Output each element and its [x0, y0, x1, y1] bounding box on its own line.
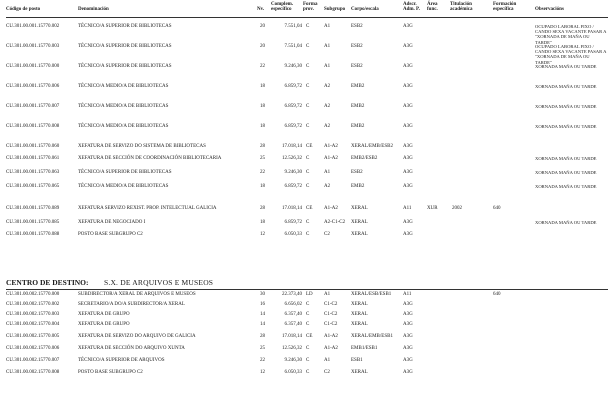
cell-adscricion: A3G [403, 124, 413, 129]
cell-corpo: EMB2 [351, 104, 365, 109]
cell-nivel: 18 [260, 84, 265, 89]
cell-forma: C [306, 24, 310, 29]
cell-complemento: 6.859,72 [284, 220, 302, 225]
cell-denominacion: SECRETARIO/A DO/A SUBDIRECTOR/A XERAL [78, 302, 185, 307]
cell-nivel: 28 [260, 206, 265, 211]
header-formacion-1: Formación [493, 2, 517, 7]
cell-subgrupo: C1-C2 [324, 302, 338, 307]
cell-observacions: OCUPADO LABORAL FIXO / CANDO SEXA VACANTE PASAR A "XORNADA DE MAÑA OU TARDE" [535, 24, 607, 45]
cell-adscricion: A3G [403, 44, 413, 49]
cell-subgrupo: C1-C2 [324, 312, 338, 317]
cell-denominacion: TÉCNICO/A MEDIO/A DE BIBLIOTECAS [78, 184, 169, 189]
cell-complemento: 12.526,32 [282, 156, 302, 161]
header-area-1: Área [427, 2, 438, 7]
cell-codigo: CU.301.00.002.15770.004 [6, 322, 60, 327]
cell-complemento: 6.357,40 [284, 322, 302, 327]
cell-codigo: CU.301.00.002.15770.007 [6, 358, 60, 363]
cell-nivel: 22 [260, 170, 265, 175]
cell-denominacion: TÉCNICO/A SUPERIOR DE BIBLIOTECAS [78, 170, 172, 175]
cell-corpo: EMB1/ESB1 [351, 346, 378, 351]
header-complemento-1: Complem. [271, 2, 294, 7]
cell-complemento: 22.373,40 [282, 292, 302, 297]
header-adscricion [403, 2, 420, 13]
cell-formacion: 640 [493, 292, 501, 297]
cell-complemento: 12.526,32 [282, 346, 302, 351]
cell-corpo: XERAL [351, 302, 368, 307]
header-codigo: Código de posto [6, 7, 41, 12]
header-nivel: Nv. [257, 7, 265, 12]
cell-denominacion: TÉCNICO/A MEDIO/A DE BIBLIOTECAS [78, 84, 169, 89]
cell-adscricion: A3G [403, 322, 413, 327]
header-area [427, 2, 438, 13]
centro-destino-rule [6, 289, 608, 290]
cell-forma: C [306, 44, 310, 49]
cell-adscricion: A3G [403, 104, 413, 109]
cell-subgrupo: C2 [324, 232, 330, 237]
cell-observacions: XORNADA MAÑA OU TARDE [535, 156, 597, 161]
cell-corpo: XERAL [351, 322, 368, 327]
cell-adscricion: A11 [403, 206, 412, 211]
cell-formacion: 640 [493, 206, 501, 211]
cell-observacions: XORNADA MAÑA OU TARDE [535, 170, 597, 175]
cell-complemento: 17.018,14 [282, 334, 302, 339]
cell-corpo: ESB2 [351, 170, 363, 175]
cell-adscricion: A3G [403, 170, 413, 175]
cell-subgrupo: A1-A2 [324, 206, 338, 211]
cell-observacions: XORNADA MAÑA OU TARDE [535, 84, 597, 89]
header-area-2: func. [427, 7, 438, 13]
cell-codigo: CU.301.00.001.15770.002 [6, 24, 60, 29]
header-formacion [493, 2, 516, 13]
cell-adscricion: A11 [403, 292, 412, 297]
cell-corpo: XERAL [351, 370, 368, 375]
cell-forma: C [306, 346, 310, 351]
cell-nivel: 16 [260, 302, 265, 307]
cell-codigo: CU.301.00.002.15770.003 [6, 312, 60, 317]
cell-complemento: 6.050,33 [284, 370, 302, 375]
cell-subgrupo: A1 [324, 64, 331, 69]
cell-subgrupo: A2 [324, 184, 331, 189]
cell-subgrupo: A1-A2 [324, 144, 338, 149]
header-adscricion-1: Adscr. [403, 2, 417, 7]
cell-corpo: XERAL [351, 312, 368, 317]
cell-adscricion: A3G [403, 184, 413, 189]
cell-adscricion: A3G [403, 84, 413, 89]
cell-nivel: 12 [260, 370, 265, 375]
cell-complemento: 9.246,30 [284, 64, 302, 69]
cell-adscricion: A3G [403, 144, 413, 149]
cell-complemento: 7.551,04 [284, 44, 302, 49]
cell-codigo: CU.301.00.002.15770.006 [6, 346, 60, 351]
cell-corpo: XERAL/EMB/ESB2 [351, 144, 393, 149]
centro-destino-heading [0, 278, 615, 288]
cell-denominacion: XEFATURA SERVIZO REXIST. PROP. INTELECTUAL GALICIA [78, 206, 217, 211]
cell-corpo: EMB2/ESB2 [351, 156, 378, 161]
cell-codigo: CU.301.00.002.15770.005 [6, 334, 60, 339]
cell-nivel: 22 [260, 358, 265, 363]
cell-forma: C [306, 370, 310, 375]
cell-forma: C [306, 302, 310, 307]
cell-corpo: XERAL [351, 232, 368, 237]
cell-forma: LD [306, 292, 313, 297]
cell-subgrupo: A1 [324, 170, 331, 175]
cell-forma: CE [306, 334, 313, 339]
header-titulacion-2: académica [450, 7, 473, 13]
cell-corpo: ESB1 [351, 358, 363, 363]
cell-nivel: 30 [260, 292, 265, 297]
cell-denominacion: POSTO BASE SUBGRUPO C2 [78, 232, 143, 237]
cell-denominacion: TÉCNICO/A MEDIO/A DE BIBLIOTECAS [78, 124, 169, 129]
centro-destino-name: S.X. DE ARQUIVOS E MUSEOS [104, 278, 214, 287]
cell-corpo: XERAL/EMB/ESB1 [351, 334, 393, 339]
cell-adscricion: A3G [403, 64, 413, 69]
cell-nivel: 25 [260, 346, 265, 351]
cell-subgrupo: A1 [324, 44, 331, 49]
cell-codigo: CU.301.00.001.15770.063 [6, 170, 60, 175]
cell-codigo: CU.301.00.002.15770.000 [6, 292, 60, 297]
cell-complemento: 6.859,72 [284, 84, 302, 89]
cell-denominacion: TÉCNICO/A SUPERIOR DE BIBLIOTECAS [78, 44, 172, 49]
cell-denominacion: SUBDIRECTOR/A XERAL DE ARQUIVOS E MUSEOS [78, 292, 196, 297]
cell-complemento: 6.656,02 [284, 302, 302, 307]
header-rule [6, 17, 608, 18]
cell-codigo: CU.301.00.001.15770.085 [6, 220, 60, 225]
cell-forma: CE [306, 206, 313, 211]
header-subgrupo: Subgrupo [324, 7, 346, 12]
cell-nivel: 25 [260, 156, 265, 161]
cell-codigo: CU.301.00.001.15770.065 [6, 184, 60, 189]
header-complemento [271, 2, 293, 13]
cell-adscricion: A3G [403, 312, 413, 317]
cell-denominacion: XEFATURA DE SECCIÓN DO ARQUIVO XUNTA [78, 346, 185, 351]
cell-subgrupo: A1-A2 [324, 346, 338, 351]
cell-nivel: 28 [260, 144, 265, 149]
cell-complemento: 6.859,72 [284, 104, 302, 109]
header-forma-2: prov. [303, 7, 314, 13]
cell-adscricion: A3G [403, 24, 413, 29]
header-formacion-2: específica [493, 7, 514, 13]
cell-denominacion: TÉCNICO/A MEDIO/A DE BIBLIOTECAS [78, 104, 169, 109]
cell-nivel: 18 [260, 104, 265, 109]
cell-complemento: 17.018,14 [282, 206, 302, 211]
cell-denominacion: XEFATURA DE GRUPO [78, 312, 130, 317]
cell-titulacion: 2002 [452, 206, 462, 211]
cell-observacions: XORNADA MAÑA OU TARDE [535, 64, 597, 69]
cell-adscricion: A3G [403, 370, 413, 375]
header-titulacion [450, 2, 473, 13]
cell-observacions: OCUPADO LABORAL FIXO / CANDO SEXA VACANTE PASAR A "XORNADA DE MAÑA OU TARDE" [535, 44, 607, 65]
cell-forma: C [306, 156, 310, 161]
cell-denominacion: XEFATURA DE SERVIZO DO ARQUIVO DE GALICIA [78, 334, 196, 339]
cell-nivel: 20 [260, 24, 265, 29]
header-forma [303, 2, 317, 13]
cell-complemento: 6.859,72 [284, 124, 302, 129]
header-observacions: Observacións [535, 7, 564, 12]
cell-denominacion: TÉCNICO/A SUPERIOR DE ARQUIVOS [78, 358, 165, 363]
cell-forma: C [306, 312, 310, 317]
cell-complemento: 9.246,30 [284, 358, 302, 363]
header-titulacion-1: Titulación [450, 2, 472, 7]
cell-codigo: CU.301.00.001.15770.088 [6, 232, 60, 237]
cell-corpo: XERAL [351, 206, 368, 211]
cell-observacions: XORNADA MAÑA OU TARDE [535, 220, 597, 225]
cell-adscricion: A3G [403, 334, 413, 339]
cell-codigo: CU.301.00.001.15770.006 [6, 84, 60, 89]
cell-codigo: CU.301.00.001.15770.089 [6, 206, 60, 211]
cell-corpo: XERAL [351, 220, 368, 225]
cell-complemento: 17.018,14 [282, 144, 302, 149]
cell-nivel: 18 [260, 184, 265, 189]
cell-nivel: 18 [260, 220, 265, 225]
cell-nivel: 12 [260, 232, 265, 237]
cell-codigo: CU.301.00.001.15770.007 [6, 104, 60, 109]
cell-forma: C [306, 124, 310, 129]
cell-forma: C [306, 358, 310, 363]
cell-corpo: EMB2 [351, 124, 365, 129]
cell-codigo: CU.301.00.001.15770.008 [6, 124, 60, 129]
cell-subgrupo: C1-C2 [324, 322, 338, 327]
header-forma-1: Forma [303, 2, 318, 7]
cell-forma: CE [306, 144, 313, 149]
cell-denominacion: TÉCNICO/A SUPERIOR DE BIBLIOTECAS [78, 24, 172, 29]
cell-subgrupo: A2-C1-C2 [324, 220, 346, 225]
cell-subgrupo: A1 [324, 24, 331, 29]
cell-denominacion: XEFATURA DE SERVIZO DO SISTEMA DE BIBLIOTECAS [78, 144, 206, 149]
cell-forma: C [306, 84, 310, 89]
cell-complemento: 9.246,30 [284, 170, 302, 175]
cell-adscricion: A3G [403, 220, 413, 225]
cell-corpo: ESB2 [351, 44, 363, 49]
cell-corpo: ESB2 [351, 64, 363, 69]
cell-denominacion: XEFATURA DE SECCIÓN DE COORDINACIÓN BIBLIOTECARIA [78, 156, 222, 161]
cell-forma: C [306, 64, 310, 69]
cell-nivel: 14 [260, 322, 265, 327]
cell-forma: C [306, 104, 310, 109]
cell-forma: C [306, 232, 310, 237]
cell-area: XUR [427, 206, 438, 211]
cell-codigo: CU.301.00.001.15770.003 [6, 44, 60, 49]
cell-corpo: EMB2 [351, 84, 365, 89]
cell-codigo: CU.301.00.002.15770.002 [6, 302, 60, 307]
cell-forma: C [306, 184, 310, 189]
cell-denominacion: XEFATURA DE GRUPO [78, 322, 130, 327]
centro-destino-label: CENTRO DE DESTINO: [6, 278, 89, 287]
header-corpo: Corpo/escala [351, 7, 379, 12]
cell-observacions: XORNADA MAÑA OU TARDE [535, 124, 597, 129]
cell-codigo: CU.301.00.001.15770.000 [6, 64, 60, 69]
cell-forma: C [306, 170, 310, 175]
cell-adscricion: A3G [403, 358, 413, 363]
cell-subgrupo: A1-A2 [324, 156, 338, 161]
cell-denominacion: POSTO BASE SUBGRUPO C2 [78, 370, 143, 375]
cell-codigo: CU.301.00.001.15770.061 [6, 156, 60, 161]
cell-nivel: 20 [260, 44, 265, 49]
cell-complemento: 6.859,72 [284, 184, 302, 189]
cell-forma: C [306, 220, 310, 225]
cell-codigo: CU.301.00.002.15770.008 [6, 370, 60, 375]
cell-codigo: CU.301.00.001.15770.060 [6, 144, 60, 149]
header-denominacion: Denominación [78, 7, 109, 12]
cell-forma: C [306, 322, 310, 327]
cell-denominacion: XEFATURA DE NEGOCIADO I [78, 220, 146, 225]
cell-nivel: 18 [260, 124, 265, 129]
cell-subgrupo: A1 [324, 358, 331, 363]
cell-corpo: ESB2 [351, 24, 363, 29]
cell-adscricion: A3G [403, 302, 413, 307]
cell-corpo: XERAL/ESB/ESB1 [351, 292, 392, 297]
cell-subgrupo: A2 [324, 104, 331, 109]
cell-subgrupo: A1 [324, 292, 331, 297]
cell-complemento: 6.357,40 [284, 312, 302, 317]
cell-corpo: EMB2 [351, 184, 365, 189]
cell-adscricion: A3G [403, 156, 413, 161]
cell-subgrupo: A2 [324, 84, 331, 89]
cell-adscricion: A3G [403, 346, 413, 351]
cell-complemento: 6.050,33 [284, 232, 302, 237]
cell-observacions: XORNADA MAÑA OU TARDE [535, 184, 597, 189]
cell-subgrupo: A2 [324, 124, 331, 129]
cell-adscricion: A3G [403, 232, 413, 237]
cell-subgrupo: A1-A2 [324, 334, 338, 339]
cell-nivel: 22 [260, 64, 265, 69]
cell-observacions: XORNADA MAÑA OU TARDE [535, 104, 597, 109]
cell-subgrupo: C2 [324, 370, 330, 375]
cell-nivel: 28 [260, 334, 265, 339]
cell-denominacion: TÉCNICO/A SUPERIOR DE BIBLIOTECAS [78, 64, 172, 69]
header-adscricion-2: Adm. P. [403, 7, 420, 13]
header-complemento-2: específico [271, 7, 292, 13]
cell-nivel: 14 [260, 312, 265, 317]
cell-complemento: 7.551,04 [284, 24, 302, 29]
